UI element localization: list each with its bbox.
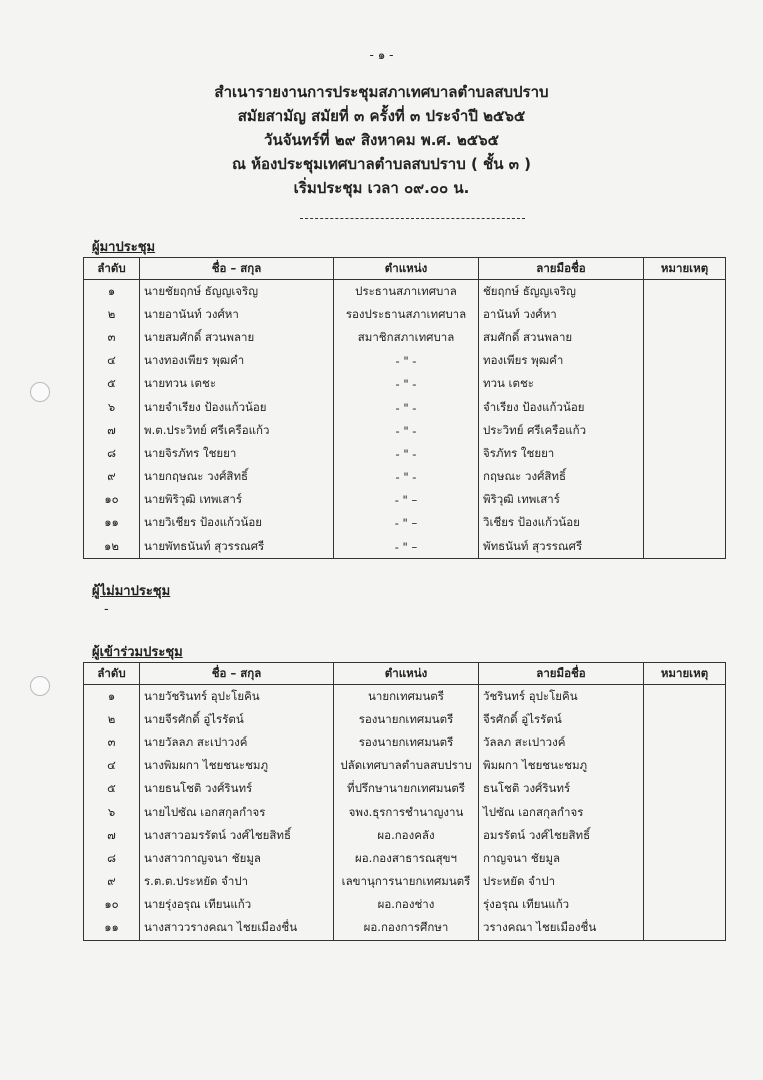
row-no: ๖ <box>84 396 140 419</box>
row-name: นางสาวกาญจนา ชัยมูล <box>140 847 334 870</box>
participants-table <box>83 662 726 941</box>
table-row <box>84 512 726 535</box>
col-header-position: ตำแหน่ง <box>334 258 479 280</box>
table-row <box>84 350 726 373</box>
row-remark <box>644 512 726 535</box>
table-row <box>84 280 726 304</box>
row-signature: วัชรินทร์ อุปะโยคิน <box>479 685 644 709</box>
row-signature: ธนโชติ วงศ์รินทร์ <box>479 778 644 801</box>
row-name: นายจีรศักดิ์ อู่ไรรัตน์ <box>140 708 334 731</box>
row-signature: จิรภัทร ใชยยา <box>479 442 644 465</box>
row-remark <box>644 847 726 870</box>
row-position: จพง.ธุรการชำนาญงาน <box>334 801 479 824</box>
row-signature: วรางคณา ไชยเมืองชื่น <box>479 917 644 941</box>
row-no: ๙ <box>84 466 140 489</box>
row-no: ๗ <box>84 419 140 442</box>
col-header-remark: หมายเหตุ <box>644 258 726 280</box>
punch-hole <box>30 382 50 402</box>
row-name: นายพัทธนันท์ สุวรรณศรี <box>140 535 334 559</box>
row-no: ๔ <box>84 755 140 778</box>
absent-value: - <box>104 602 109 617</box>
row-name: นายทวน เตชะ <box>140 373 334 396</box>
col-header-name: ชื่อ – สกุล <box>140 258 334 280</box>
row-name: นายจำเรียง ป้องแก้วน้อย <box>140 396 334 419</box>
row-remark <box>644 824 726 847</box>
row-no: ๑๐ <box>84 489 140 512</box>
row-position: เลขานุการนายกเทศมนตรี <box>334 871 479 894</box>
row-signature: วัลลภ สะเปาวงค์ <box>479 731 644 754</box>
row-position: ผอ.กองคลัง <box>334 824 479 847</box>
row-signature: จำเรียง ป้องแก้วน้อย <box>479 396 644 419</box>
table-row <box>84 894 726 917</box>
row-no: ๙ <box>84 871 140 894</box>
row-name: พ.ต.ประวิทย์ ศรีเครือแก้ว <box>140 419 334 442</box>
row-no: ๑๑ <box>84 512 140 535</box>
row-position: - " – <box>334 512 479 535</box>
row-remark <box>644 894 726 917</box>
row-remark <box>644 442 726 465</box>
row-no: ๓ <box>84 326 140 349</box>
row-no: ๑ <box>84 280 140 304</box>
row-name: นายธนโชติ วงศ์รินทร์ <box>140 778 334 801</box>
row-name: นายวัลลภ สะเปาวงค์ <box>140 731 334 754</box>
row-remark <box>644 489 726 512</box>
row-name: นางพิมผกา ไชยชนะชมภู <box>140 755 334 778</box>
table-row <box>84 466 726 489</box>
row-remark <box>644 466 726 489</box>
row-remark <box>644 350 726 373</box>
absent-title: ผู้ไม่มาประชุม <box>92 584 171 599</box>
table-header-row <box>84 663 726 685</box>
row-signature: วิเชียร ป้องแก้วน้อย <box>479 512 644 535</box>
row-remark <box>644 419 726 442</box>
row-position: รองประธานสภาเทศบาล <box>334 303 479 326</box>
row-no: ๒ <box>84 303 140 326</box>
col-header-position: ตำแหน่ง <box>334 663 479 685</box>
row-name: นางทองเพียร พุฒคำ <box>140 350 334 373</box>
row-signature: ประหยัด จำปา <box>479 871 644 894</box>
table-row <box>84 847 726 870</box>
row-name: นายวัชรินทร์ อุปะโยคิน <box>140 685 334 709</box>
row-position: ผอ.กองช่าง <box>334 894 479 917</box>
col-header-remark: หมายเหตุ <box>644 663 726 685</box>
row-remark <box>644 778 726 801</box>
row-position: - " – <box>334 535 479 559</box>
row-name: นางสาววรางคณา ไชยเมืองชื่น <box>140 917 334 941</box>
punch-hole <box>30 676 50 696</box>
row-remark <box>644 755 726 778</box>
row-signature: อานันท์ วงศ์หา <box>479 303 644 326</box>
document-header <box>0 80 763 200</box>
row-name: นายชัยฤกษ์ ธัญญเจริญ <box>140 280 334 304</box>
col-header-no: ลำดับ <box>84 258 140 280</box>
row-no: ๕ <box>84 373 140 396</box>
table-row <box>84 917 726 941</box>
attendees-table <box>83 257 726 559</box>
page-number: - ๑ - <box>369 48 394 62</box>
row-name: นายรุ่งอรุณ เทียนแก้ว <box>140 894 334 917</box>
table-row <box>84 871 726 894</box>
table-row <box>84 708 726 731</box>
row-no: ๓ <box>84 731 140 754</box>
row-no: ๒ <box>84 708 140 731</box>
table-row <box>84 303 726 326</box>
row-remark <box>644 731 726 754</box>
table-row <box>84 755 726 778</box>
row-position: ประธานสภาเทศบาล <box>334 280 479 304</box>
row-no: ๑๒ <box>84 535 140 559</box>
row-name: นายสมศักดิ์ สวนพลาย <box>140 326 334 349</box>
table-row <box>84 731 726 754</box>
row-name: นางสาวอมรรัตน์ วงศ์ไชยสิทธิ์ <box>140 824 334 847</box>
row-remark <box>644 685 726 709</box>
table-row <box>84 489 726 512</box>
row-position: - " - <box>334 373 479 396</box>
row-signature: พัทธนันท์ สุวรรณศรี <box>479 535 644 559</box>
table-row <box>84 373 726 396</box>
table-row <box>84 685 726 709</box>
row-no: ๑๐ <box>84 894 140 917</box>
table-row <box>84 778 726 801</box>
row-no: ๘ <box>84 442 140 465</box>
row-signature: ไปซัณ เอกสกุลกำจร <box>479 801 644 824</box>
header-title: สำเนารายงานการประชุมสภาเทศบาลตำบลสบปราบ <box>214 83 549 101</box>
col-header-signature: ลายมือชื่อ <box>479 258 644 280</box>
row-no: ๗ <box>84 824 140 847</box>
row-position: ผอ.กองการศึกษา <box>334 917 479 941</box>
header-divider <box>300 218 525 219</box>
header-start-time: เริ่มประชุม เวลา ๐๙.๐๐ น. <box>293 179 470 197</box>
row-position: รองนายกเทศมนตรี <box>334 731 479 754</box>
row-remark <box>644 326 726 349</box>
row-position: - " - <box>334 466 479 489</box>
row-position: - " – <box>334 489 479 512</box>
row-no: ๔ <box>84 350 140 373</box>
header-date: วันจันทร์ที่ ๒๙ สิงหาคม พ.ศ. ๒๕๖๕ <box>264 131 499 149</box>
row-signature: ทองเพียร พุฒคำ <box>479 350 644 373</box>
col-header-signature: ลายมือชื่อ <box>479 663 644 685</box>
row-signature: กาญจนา ชัยมูล <box>479 847 644 870</box>
row-signature: จีรศักดิ์ อู่ไรรัตน์ <box>479 708 644 731</box>
col-header-no: ลำดับ <box>84 663 140 685</box>
header-venue: ณ ห้องประชุมเทศบาลตำบลสบปราบ ( ชั้น ๓ ) <box>231 155 532 173</box>
row-signature: ทวน เตชะ <box>479 373 644 396</box>
row-no: ๕ <box>84 778 140 801</box>
row-no: ๑๑ <box>84 917 140 941</box>
row-remark <box>644 396 726 419</box>
row-no: ๖ <box>84 801 140 824</box>
row-position: รองนายกเทศมนตรี <box>334 708 479 731</box>
row-name: นายวิเชียร ป้องแก้วน้อย <box>140 512 334 535</box>
row-remark <box>644 373 726 396</box>
row-position: - " - <box>334 419 479 442</box>
row-remark <box>644 535 726 559</box>
row-remark <box>644 708 726 731</box>
row-signature: รุ่งอรุณ เทียนแก้ว <box>479 894 644 917</box>
row-name: นายไปซัณ เอกสกุลกำจร <box>140 801 334 824</box>
row-name: นายกฤษณะ วงศ์สิทธิ์ <box>140 466 334 489</box>
header-session: สมัยสามัญ สมัยที่ ๓ ครั้งที่ ๓ ประจำปี ๒๕๖๕ <box>237 107 526 125</box>
table-row <box>84 535 726 559</box>
table-row <box>84 419 726 442</box>
row-remark <box>644 871 726 894</box>
row-position: - " - <box>334 442 479 465</box>
table-header-row <box>84 258 726 280</box>
row-remark <box>644 801 726 824</box>
row-remark <box>644 280 726 304</box>
row-position: นายกเทศมนตรี <box>334 685 479 709</box>
row-signature: ประวิทย์ ศรีเครือแก้ว <box>479 419 644 442</box>
row-name: นายจิรภัทร ใชยยา <box>140 442 334 465</box>
row-no: ๑ <box>84 685 140 709</box>
table-row <box>84 326 726 349</box>
row-name: นายอานันท์ วงศ์หา <box>140 303 334 326</box>
row-name: ร.ต.ต.ประหยัด จำปา <box>140 871 334 894</box>
row-signature: พิริวุฒิ เทพเสาร์ <box>479 489 644 512</box>
table-row <box>84 801 726 824</box>
row-position: - " - <box>334 350 479 373</box>
row-signature: อมรรัตน์ วงศ์ไชยสิทธิ์ <box>479 824 644 847</box>
row-remark <box>644 303 726 326</box>
row-position: ผอ.กองสาธารณสุขฯ <box>334 847 479 870</box>
col-header-name: ชื่อ – สกุล <box>140 663 334 685</box>
attendees-title: ผู้มาประชุม <box>92 240 156 255</box>
row-signature: พิมผกา ไชยชนะชมภู <box>479 755 644 778</box>
participants-title: ผู้เข้าร่วมประชุม <box>92 645 183 660</box>
row-signature: ชัยฤกษ์ ธัญญเจริญ <box>479 280 644 304</box>
row-signature: สมศักดิ์ สวนพลาย <box>479 326 644 349</box>
table-row <box>84 442 726 465</box>
table-row <box>84 824 726 847</box>
table-row <box>84 396 726 419</box>
row-remark <box>644 917 726 941</box>
row-position: - " - <box>334 396 479 419</box>
row-name: นายพิริวุฒิ เทพเสาร์ <box>140 489 334 512</box>
row-position: ที่ปรึกษานายกเทศมนตรี <box>334 778 479 801</box>
row-no: ๘ <box>84 847 140 870</box>
row-signature: กฤษณะ วงศ์สิทธิ์ <box>479 466 644 489</box>
row-position: สมาชิกสภาเทศบาล <box>334 326 479 349</box>
row-position: ปลัดเทศบาลตำบลสบปราบ <box>334 755 479 778</box>
